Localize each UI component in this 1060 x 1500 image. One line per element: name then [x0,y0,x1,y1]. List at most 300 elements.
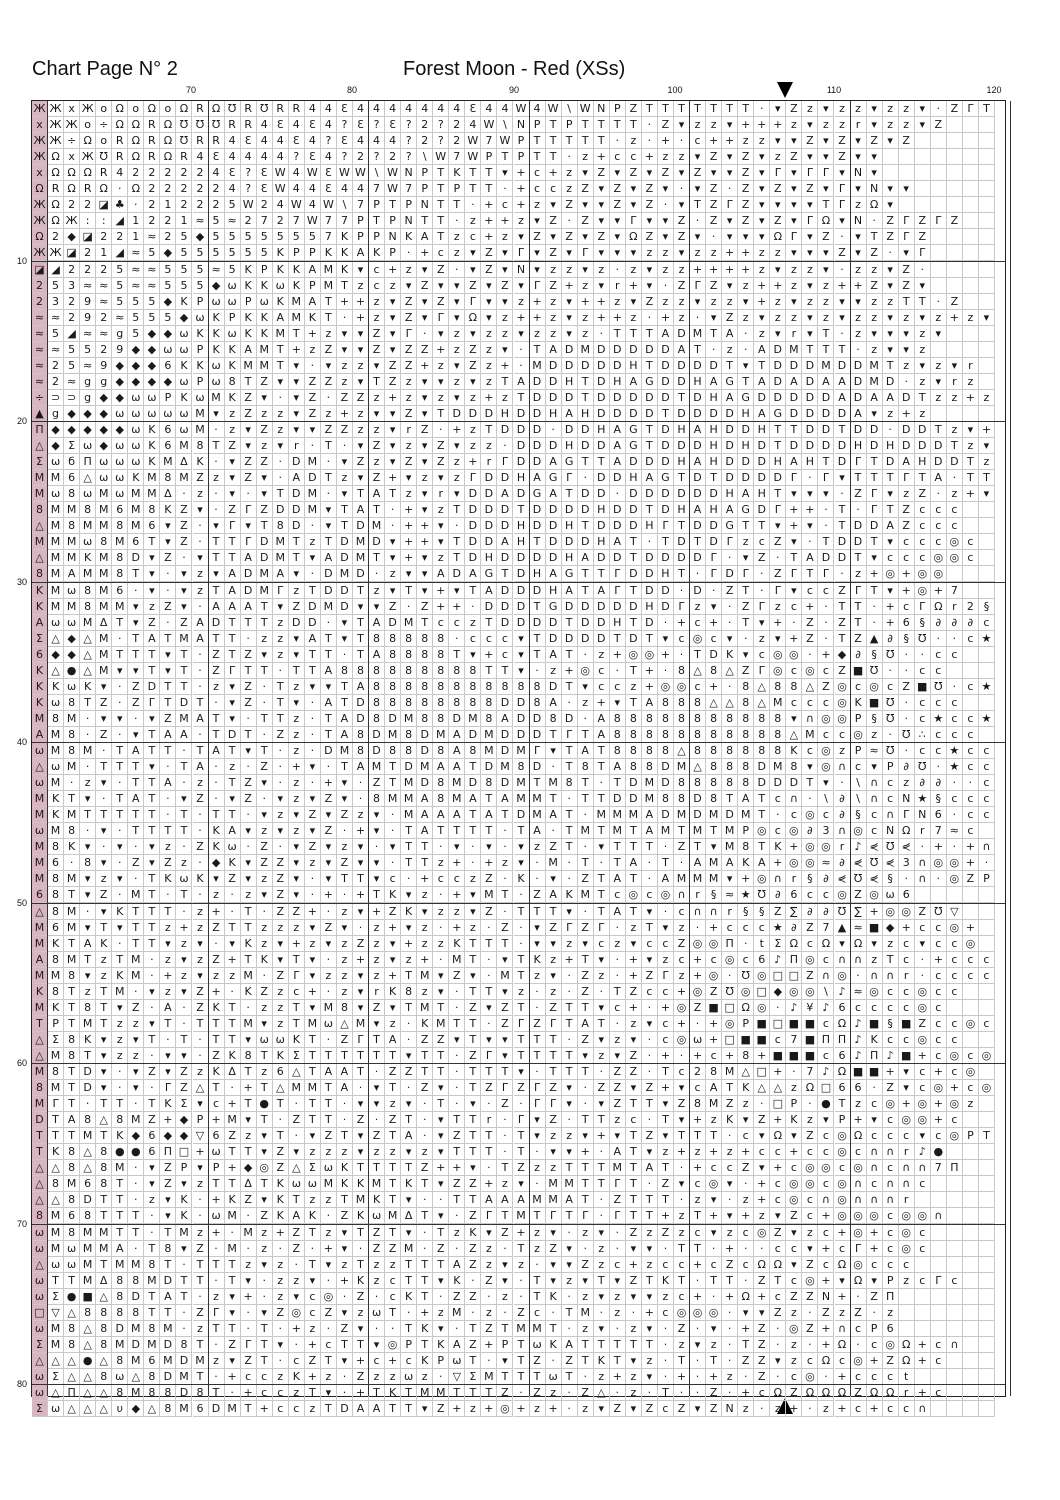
grid-cell: + [433,583,449,599]
grid-cell: D [369,743,385,759]
grid-cell: T [706,470,722,486]
grid-cell: + [754,278,770,294]
grid-cell: c [802,1192,818,1208]
grid-cell: K [401,229,417,245]
grid-cell: z [770,310,786,326]
grid-cell: · [722,1353,738,1369]
grid-cell: z [963,1096,979,1112]
grid-cell: ▾ [257,470,273,486]
grid-cell: z [273,615,289,631]
grid-cell [931,1369,947,1385]
grid-cell [931,245,947,261]
grid-cell: △ [32,759,48,775]
grid-cell: T [546,1321,562,1337]
grid-cell: c [915,1064,931,1080]
grid-cell: M [225,1241,241,1257]
grid-cell: + [449,887,465,903]
grid-cell: D [497,550,513,566]
grid-cell: K [337,245,353,261]
grid-cell: △ [690,663,706,679]
grid-cell: D [546,631,562,647]
grid-cell: · [321,952,337,968]
grid-cell: △ [802,679,818,695]
grid-cell: Z [337,855,353,871]
grid-cell: ▾ [449,390,465,406]
grid-cell: D [530,583,546,599]
grid-cell: z [449,374,465,390]
grid-cell: 8 [369,695,385,711]
grid-cell: A [546,807,562,823]
grid-cell: c [867,1337,883,1353]
grid-cell: ∑ [786,904,802,920]
grid-cell: 8 [353,727,369,743]
grid-cell: T [209,1016,225,1032]
grid-cell: · [690,1321,706,1337]
grid-cell: R [209,133,225,149]
grid-cell: ▾ [209,518,225,534]
grid-cell: D [626,406,642,422]
grid-cell: Γ [546,1016,562,1032]
grid-cell: K [449,165,465,181]
grid-cell: N [851,213,867,229]
grid-cell: A [193,615,209,631]
grid-cell [979,1000,995,1016]
grid-cell: 8 [658,743,674,759]
grid-cell: P [305,278,321,294]
grid-cell [963,133,979,149]
grid-cell: ◪ [96,197,112,213]
grid-cell: 5 [80,342,96,358]
grid-cell: z [305,855,321,871]
grid-cell: D [514,566,530,582]
grid-cell: ℧ [883,743,899,759]
grid-cell: M [706,855,722,871]
grid-cell: T [433,1225,449,1241]
grid-cell: 8 [337,663,353,679]
grid-cell: Z [642,181,658,197]
grid-cell: ◎ [674,1032,690,1048]
grid-cell: · [321,1321,337,1337]
grid-cell: · [305,887,321,903]
grid-cell: Γ [963,101,979,117]
grid-cell: T [48,1273,64,1289]
grid-cell: ▾ [802,310,818,326]
grid-cell: Ɛ [353,117,369,133]
grid-cell: · [160,583,176,599]
grid-cell: Ω [835,1016,851,1032]
grid-cell: + [209,904,225,920]
grid-cell: ω [209,358,225,374]
grid-cell: + [738,245,754,261]
grid-cell [979,1401,995,1417]
grid-cell: 8 [465,743,481,759]
grid-cell: · [690,1369,706,1385]
grid-cell: · [867,213,883,229]
grid-cell: ∂ [931,615,947,631]
grid-cell: T [80,807,96,823]
grid-cell: · [80,711,96,727]
grid-cell: Z [658,1176,674,1192]
grid-cell: ■ [867,1016,883,1032]
grid-cell [947,149,963,165]
grid-cell: ▾ [273,1337,289,1353]
grid-cell: ω [225,326,241,342]
grid-cell [979,1176,995,1192]
grid-cell: T [209,1032,225,1048]
grid-cell: ▾ [337,1225,353,1241]
grid-cell: T [578,1112,594,1128]
grid-cell: z [112,1048,128,1064]
grid-cell: K [289,262,305,278]
grid-cell: A [642,1160,658,1176]
grid-cell: 8 [48,887,64,903]
grid-cell: z [433,904,449,920]
grid-cell: ◎ [786,823,802,839]
grid-cell: · [321,1032,337,1048]
grid-cell: + [337,406,353,422]
grid-cell: Ω [867,197,883,213]
grid-cell: 4 [209,165,225,181]
grid-cell: · [241,807,257,823]
grid-cell: z [385,566,401,582]
grid-cell: ◎ [802,855,818,871]
grid-cell: ▾ [851,245,867,261]
grid-cell: z [353,406,369,422]
grid-cell: z [369,310,385,326]
grid-cell: 5 [112,262,128,278]
grid-cell: 6 [64,1208,80,1224]
grid-cell: D [658,807,674,823]
grid-cell: c [963,791,979,807]
grid-cell: D [562,599,578,615]
grid-cell: ▾ [321,518,337,534]
grid-cell: T [209,1321,225,1337]
grid-cell: z [818,278,834,294]
grid-cell: Z [610,1096,626,1112]
grid-cell: ◎ [899,1112,915,1128]
grid-cell: M [128,1257,144,1273]
grid-cell: ▾ [401,1096,417,1112]
grid-cell: T [80,952,96,968]
grid-cell: · [273,839,289,855]
grid-cell: Z [915,486,931,502]
grid-cell: P [305,245,321,261]
grid-cell: ∩ [851,1176,867,1192]
grid-cell: z [449,245,465,261]
grid-cell: 5 [193,262,209,278]
grid-cell: Z [851,486,867,502]
grid-cell: △ [674,743,690,759]
grid-cell: T [337,1048,353,1064]
grid-cell: D [754,390,770,406]
grid-cell: ∩ [883,1176,899,1192]
grid-cell: ▾ [321,839,337,855]
grid-cell: T [353,1337,369,1353]
grid-cell: D [289,615,305,631]
grid-cell: z [530,1401,546,1417]
grid-cell: △ [754,679,770,695]
grid-cell: ▾ [225,695,241,711]
grid-cell: 8 [64,968,80,984]
grid-cell: c [883,1241,899,1257]
grid-cell: Z [176,615,192,631]
grid-cell: T [96,807,112,823]
grid-cell: · [674,855,690,871]
grid-cell: △ [80,631,96,647]
grid-cell: · [610,920,626,936]
grid-cell: + [867,1225,883,1241]
grid-cell: D [289,518,305,534]
grid-cell: A [305,262,321,278]
grid-cell: ▾ [594,839,610,855]
grid-cell: ω [32,1369,48,1385]
grid-cell: ◆ [176,1112,192,1128]
grid-cell: ▾ [305,759,321,775]
grid-cell: · [546,823,562,839]
grid-cell: 7 [257,213,273,229]
grid-cell: △ [64,1353,80,1369]
grid-cell: · [915,952,931,968]
grid-cell: T [594,791,610,807]
grid-cell: D [706,358,722,374]
grid-cell [979,534,995,550]
grid-cell: Ω [738,1289,754,1305]
grid-cell: z [257,823,273,839]
grid-cell: T [818,534,834,550]
grid-cell: ω [128,438,144,454]
grid-cell: W [305,213,321,229]
grid-cell: Ω [818,936,834,952]
grid-cell: Z [851,887,867,903]
grid-cell: + [931,1112,947,1128]
grid-cell: M [786,342,802,358]
grid-cell: T [289,534,305,550]
grid-cell: K [867,1032,883,1048]
grid-cell: T [514,1241,530,1257]
grid-cell: D [80,1064,96,1080]
grid-cell: T [465,1353,481,1369]
grid-cell: M [32,839,48,855]
grid-cell: c [610,1257,626,1273]
grid-cell: ω [80,438,96,454]
grid-cell: T [610,326,626,342]
grid-cell: ▾ [835,213,851,229]
grid-cell: T [305,1225,321,1241]
grid-cell: Z [658,1225,674,1241]
grid-cell: · [530,984,546,1000]
grid-cell: D [658,342,674,358]
grid-cell: · [241,759,257,775]
grid-cell: c [433,871,449,887]
grid-cell: r [947,374,963,390]
grid-cell: T [642,631,658,647]
grid-cell: ▾ [626,294,642,310]
grid-cell: ∂ [786,920,802,936]
grid-cell: ▾ [433,470,449,486]
grid-cell: · [481,920,497,936]
grid-cell: K [417,1353,433,1369]
grid-cell: Ж [48,101,64,117]
grid-cell: A [835,390,851,406]
grid-cell: G [562,566,578,582]
grid-cell: ▾ [225,454,241,470]
grid-cell: D [337,534,353,550]
grid-cell: △ [64,1369,80,1385]
grid-cell: · [128,839,144,855]
grid-cell: ▾ [802,1241,818,1257]
grid-cell: 5 [160,310,176,326]
grid-cell: ▾ [401,887,417,903]
grid-cell: Z [257,759,273,775]
grid-cell: ● [112,1144,128,1160]
grid-cell: M [867,358,883,374]
grid-cell: K [722,647,738,663]
grid-cell: z [818,1401,834,1417]
grid-cell: ▾ [144,583,160,599]
grid-cell: ▾ [321,502,337,518]
grid-cell: · [674,1385,690,1401]
grid-cell: ▾ [642,1369,658,1385]
grid-cell: 8 [626,727,642,743]
grid-cell: ∂ [835,791,851,807]
grid-cell: T [481,1144,497,1160]
grid-cell: K [225,358,241,374]
grid-cell: c [947,952,963,968]
grid-cell: T [321,1401,337,1417]
grid-cell: · [931,631,947,647]
grid-cell: ◎ [802,1160,818,1176]
grid-cell: + [497,358,513,374]
grid-cell: M [64,1176,80,1192]
grid-cell: c [465,229,481,245]
grid-cell: P [209,1160,225,1176]
grid-cell: c [802,1208,818,1224]
grid-cell: c [915,695,931,711]
grid-cell: + [963,390,979,406]
grid-cell: · [209,1273,225,1289]
grid-cell: T [225,1000,241,1016]
grid-cell [963,165,979,181]
grid-cell: D [738,470,754,486]
grid-cell: T [979,101,995,117]
grid-cell: ▾ [530,262,546,278]
grid-cell: 2 [32,294,48,310]
grid-cell: · [64,855,80,871]
grid-cell: D [176,1385,192,1401]
grid-cell: 8 [417,663,433,679]
grid-cell: T [626,550,642,566]
grid-cell [947,117,963,133]
grid-cell [947,406,963,422]
grid-cell: c [883,1208,899,1224]
grid-cell: z [706,245,722,261]
grid-cell: 4 [321,117,337,133]
grid-cell: K [193,326,209,342]
grid-cell: ? [337,117,353,133]
grid-cell: Σ [289,1048,305,1064]
grid-cell: Z [289,1241,305,1257]
grid-cell: H [738,438,754,454]
grid-cell: + [562,278,578,294]
grid-cell: H [578,406,594,422]
grid-cell: 4 [497,101,513,117]
grid-cell: z [193,1321,209,1337]
grid-cell: + [867,1241,883,1257]
grid-cell: + [546,165,562,181]
grid-cell: D [883,454,899,470]
grid-cell: Z [786,149,802,165]
grid-cell: D [449,406,465,422]
grid-cell: T [337,871,353,887]
grid-cell: + [289,936,305,952]
grid-cell: A [465,566,481,582]
grid-cell: ▾ [899,326,915,342]
grid-cell: Z [497,1000,513,1016]
grid-cell: T [465,1321,481,1337]
grid-cell: D [754,454,770,470]
grid-cell: M [449,952,465,968]
grid-cell: D [690,486,706,502]
grid-cell: M [144,470,160,486]
grid-cell: T [433,823,449,839]
grid-cell: T [786,422,802,438]
grid-cell: P [193,1112,209,1128]
grid-cell: Z [770,566,786,582]
grid-cell: z [209,1289,225,1305]
grid-cell: g [80,390,96,406]
grid-cell: z [851,197,867,213]
grid-cell: △ [786,727,802,743]
grid-cell: 4 [401,101,417,117]
grid-cell: Γ [225,663,241,679]
grid-cell: ▾ [818,133,834,149]
grid-cell: Z [241,679,257,695]
grid-cell: M [706,1096,722,1112]
grid-cell: · [514,920,530,936]
grid-cell: · [417,326,433,342]
grid-cell: · [289,1128,305,1144]
grid-cell: c [915,534,931,550]
grid-cell: · [642,117,658,133]
grid-cell: D [835,438,851,454]
grid-cell: Z [706,181,722,197]
grid-cell: 8 [80,1208,96,1224]
grid-cell: 8 [112,1305,128,1321]
grid-cell: D [562,390,578,406]
grid-cell: Z [225,438,241,454]
grid-cell: + [931,952,947,968]
grid-cell: A [497,1192,513,1208]
grid-cell: ▾ [642,165,658,181]
grid-cell: 8 [610,743,626,759]
grid-cell: + [899,583,915,599]
grid-cell: ⋞ [899,839,915,855]
grid-cell: Ω [851,1273,867,1289]
grid-cell [931,1257,947,1273]
grid-cell: ▾ [353,1144,369,1160]
grid-cell: □ [770,968,786,984]
grid-cell: ◆ [160,374,176,390]
grid-cell: M [96,647,112,663]
grid-cell: · [835,775,851,791]
grid-cell: Z [626,1048,642,1064]
grid-cell: + [594,149,610,165]
grid-cell: 8 [64,518,80,534]
grid-cell: · [193,518,209,534]
grid-cell: T [481,823,497,839]
grid-cell: T [369,502,385,518]
grid-cell: 2 [80,197,96,213]
